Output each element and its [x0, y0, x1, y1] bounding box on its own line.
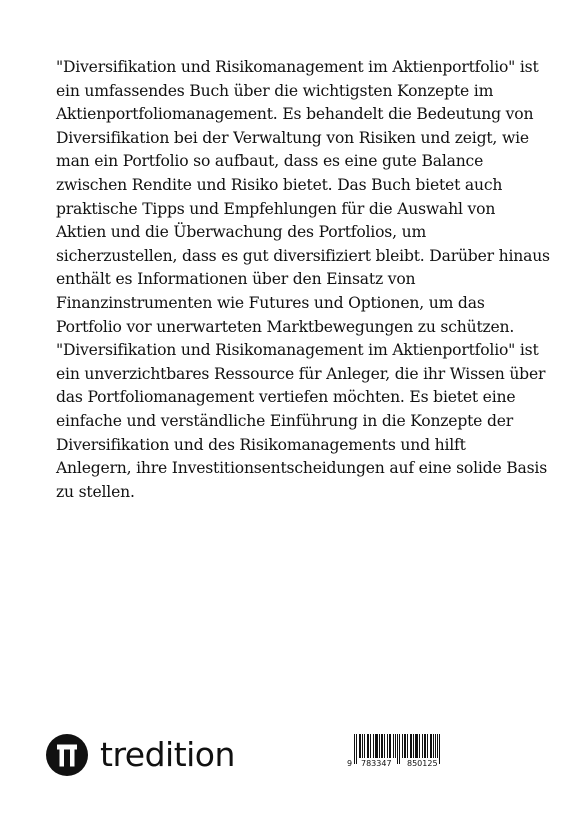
description-line: praktische Tipps und Empfehlungen für die Auswahl von — [56, 199, 496, 218]
isbn-left-group: 783347 — [361, 759, 392, 768]
description-line: Diversifikation und des Risikomanagements und hilft — [56, 435, 466, 454]
book-description — [56, 56, 550, 504]
description-line: "Diversifikation und Risikomanagement im Aktienportfolio" ist — [56, 341, 539, 360]
description-line: einfache und verständliche Einführung in die Konzepte der — [56, 411, 514, 430]
isbn-right-group: 850125 — [407, 759, 438, 768]
description-line: das Portfoliomanagement vertiefen möchten. Es bietet eine — [56, 388, 516, 407]
publisher-logo — [46, 733, 235, 777]
description-line: Aktienportfoliomanagement. Es behandelt die Bedeutung von — [56, 105, 534, 124]
description-line: ein unverzichtbares Ressource für Anleger, die ihr Wissen über — [56, 364, 546, 383]
isbn-barcode — [346, 734, 450, 772]
tredition-logo-icon — [46, 734, 88, 776]
description-line: Portfolio vor unerwarteten Marktbewegungen zu schützen. — [56, 317, 515, 336]
description-line: man ein Portfolio so aufbaut, dass es eine gute Balance — [56, 152, 484, 171]
description-line: sicherzustellen, dass es gut diversifiziert bleibt. Darüber hinaus — [56, 246, 550, 265]
publisher-name: tredition — [100, 735, 235, 774]
description-line: Aktien und die Überwachung des Portfolios, um — [56, 223, 427, 242]
description-line: zwischen Rendite und Risiko bietet. Das Buch bietet auch — [56, 175, 503, 194]
description-line: Finanzinstrumenten wie Futures und Optionen, um das — [56, 293, 485, 312]
isbn-digits — [346, 758, 450, 770]
description-line: zu stellen. — [56, 482, 135, 501]
isbn-lead-digit: 9 — [347, 759, 353, 768]
description-line: enthält es Informationen über den Einsatz von — [56, 270, 416, 289]
description-line: Diversifikation bei der Verwaltung von Risiken und zeigt, wie — [56, 128, 529, 147]
description-line: Anlegern, ihre Investitionsentscheidungen auf eine solide Basis — [56, 459, 547, 478]
description-line: "Diversifikation und Risikomanagement im Aktienportfolio" ist — [56, 58, 539, 76]
description-line: ein umfassendes Buch über die wichtigsten Konzepte im — [56, 81, 494, 100]
